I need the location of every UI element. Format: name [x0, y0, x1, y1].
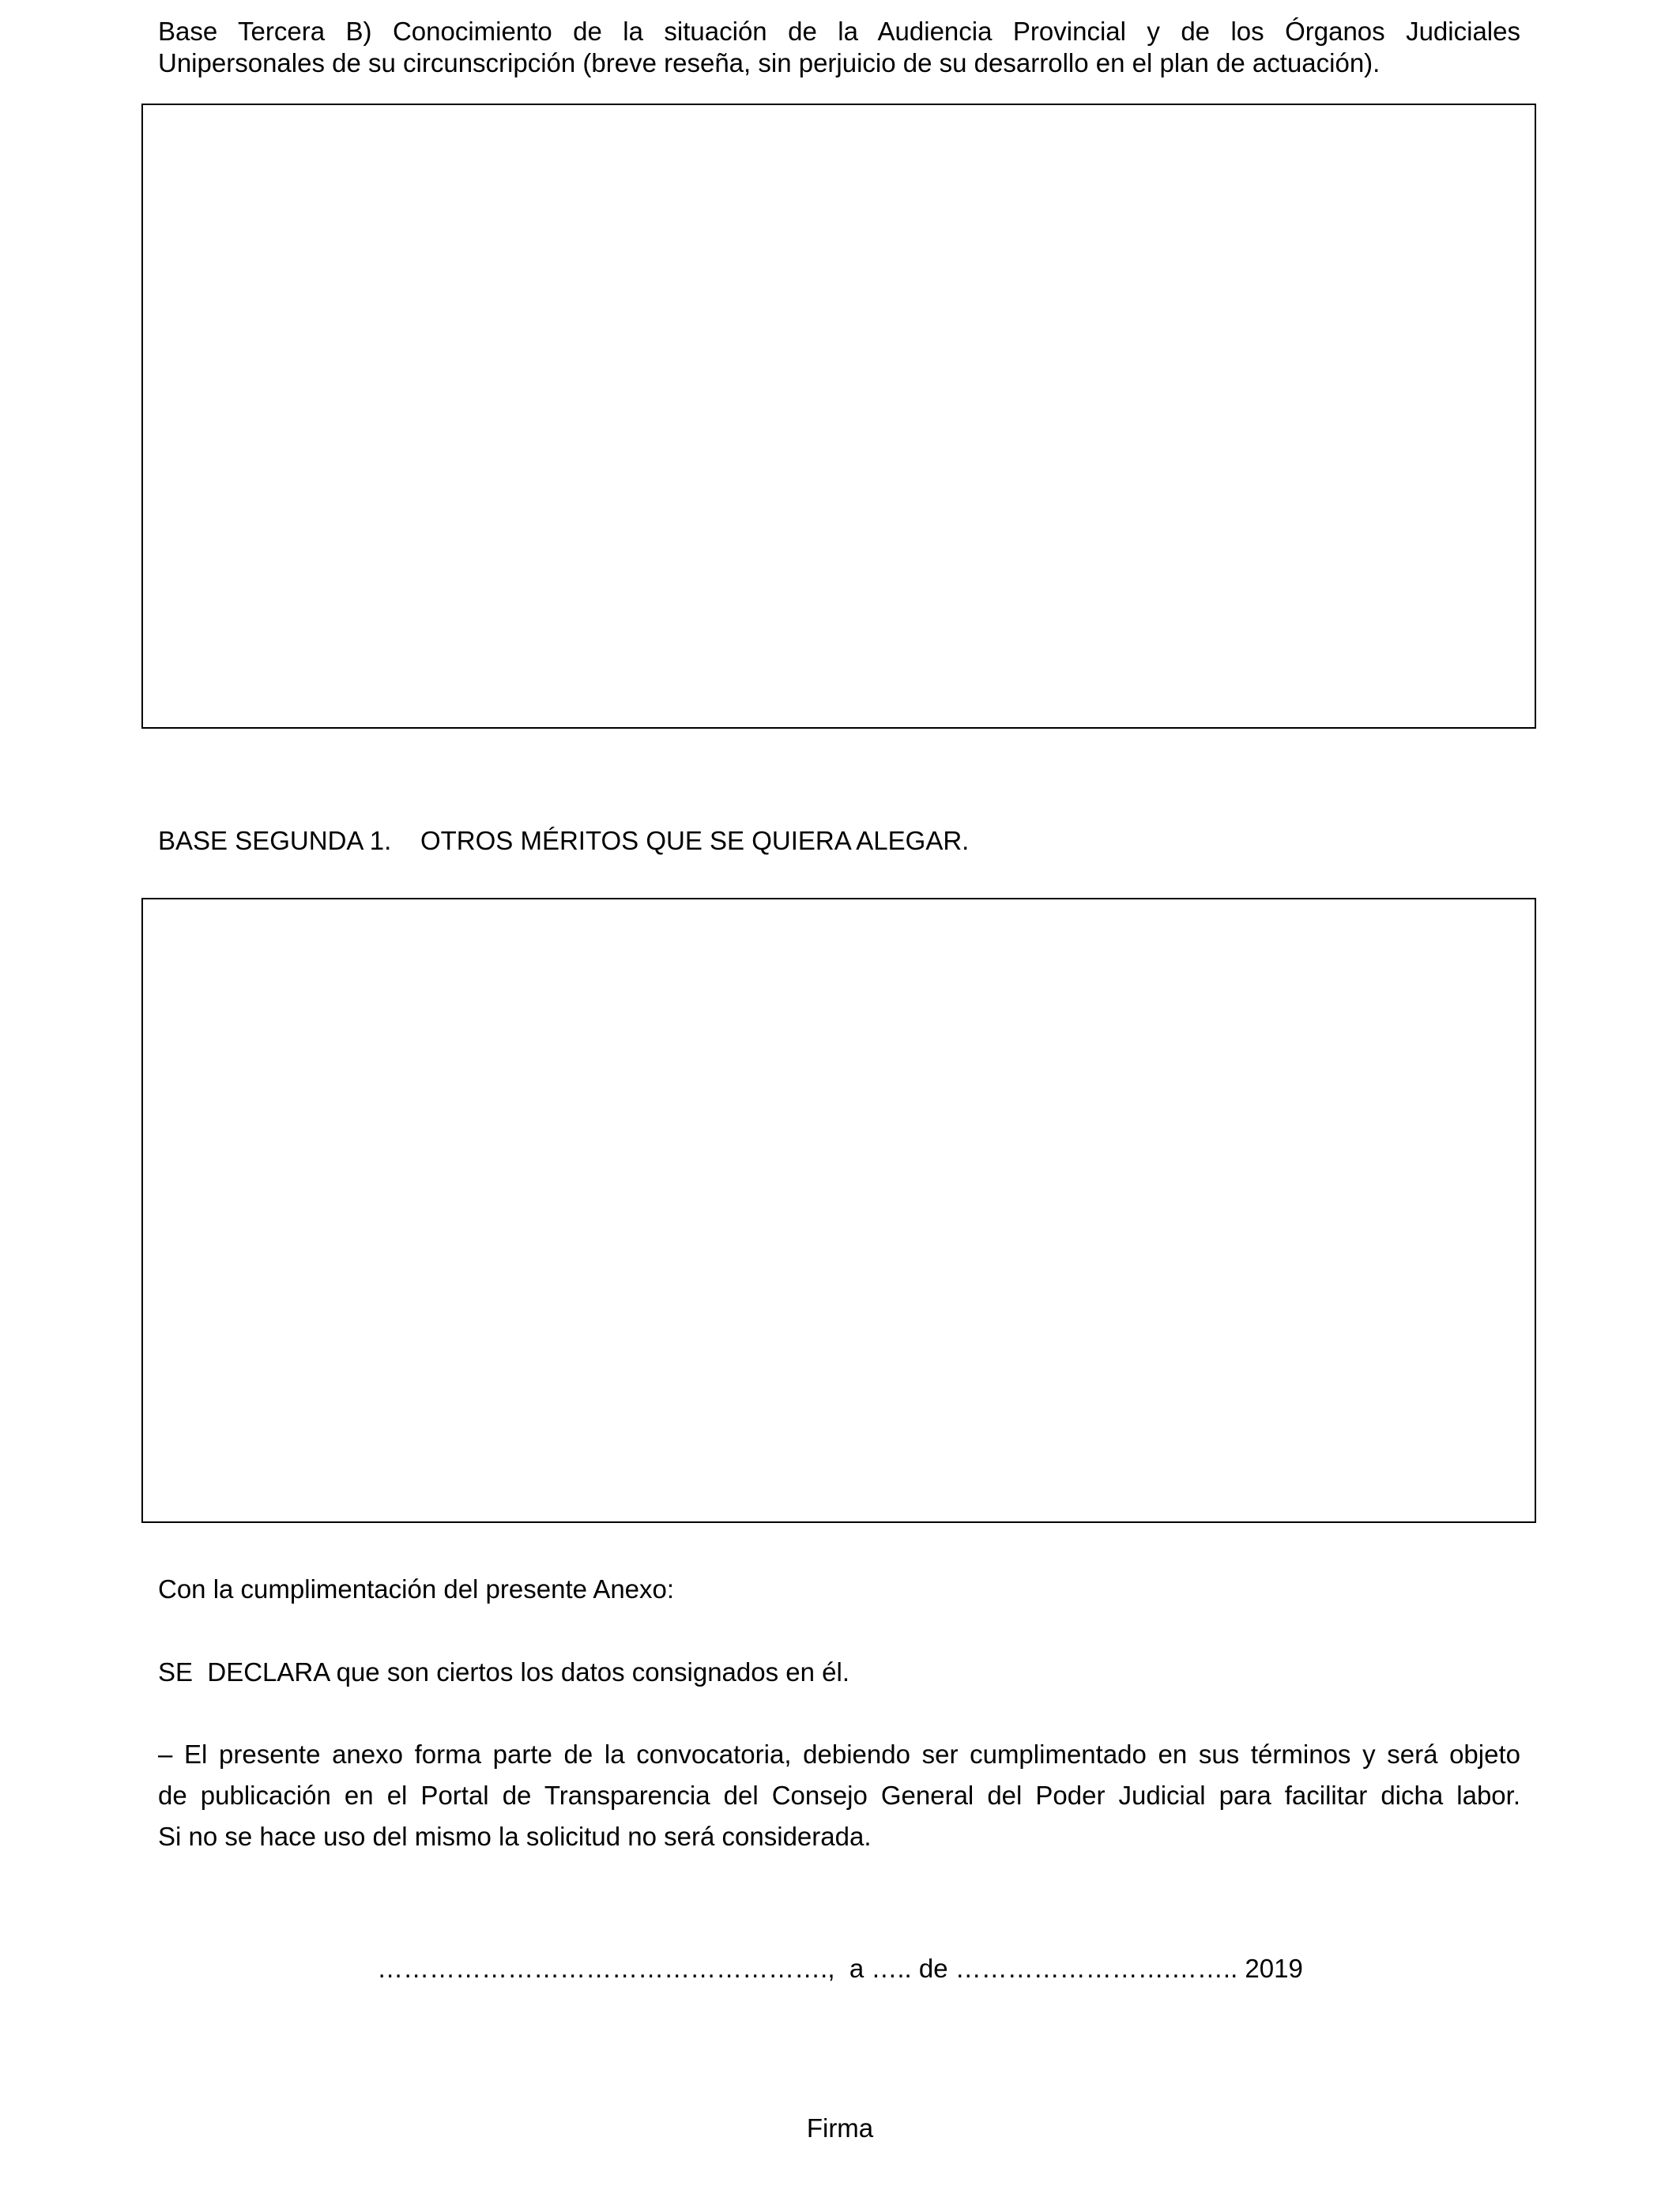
anexo-note-line1: – El presente anexo forma parte de la convocatoria, debiendo ser cumplimentado en sus términos y será objeto: [158, 1740, 1520, 1769]
section-b-heading-line1: Base Tercera B) Conocimiento de la situación de la Audiencia Provincial y de los Órganos Judiciales: [158, 17, 1520, 46]
date-place-line: ……………………………………………., a ….. de …………………….…….. 2019: [377, 1954, 1303, 1983]
section-b-heading: [158, 16, 1520, 79]
section-b-heading-line2: Unipersonales de su circunscripción (breve reseña, sin perjuicio de su desarrollo en el plan de actuación).: [158, 48, 1381, 77]
anexo-intro-text: Con la cumplimentación del presente Anexo:: [158, 1574, 675, 1604]
signature-label: Firma: [806, 2113, 874, 2143]
otros-meritos-answer-box[interactable]: [141, 898, 1536, 1523]
anexo-note-line2: de publicación en el Portal de Transparencia del Consejo General del Poder Judicial para facilitar dicha labor.: [158, 1781, 1520, 1810]
anexo-note-line3: Si no se hace uso del mismo la solicitud no será considerada.: [158, 1822, 872, 1851]
base-segunda-heading: BASE SEGUNDA 1. OTROS MÉRITOS QUE SE QUIERA ALEGAR.: [158, 826, 970, 855]
declaration-text: SE DECLARA que son ciertos los datos consignados en él.: [158, 1657, 849, 1687]
section-b-answer-box[interactable]: [141, 104, 1536, 729]
anexo-note: [158, 1734, 1520, 1857]
